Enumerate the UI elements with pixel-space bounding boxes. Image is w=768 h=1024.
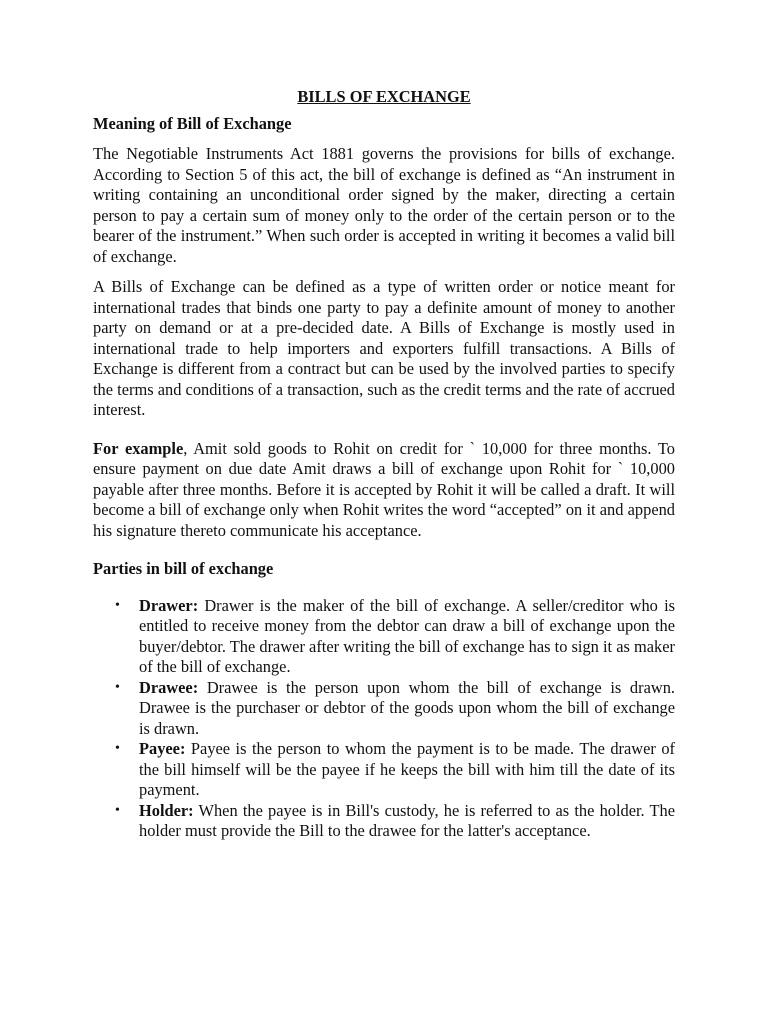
- bullet-icon: •: [115, 597, 120, 613]
- document-title: BILLS OF EXCHANGE: [297, 87, 471, 106]
- bullet-icon: •: [115, 802, 120, 818]
- list-item-payee: [115, 739, 675, 801]
- description-paragraph: A Bills of Exchange can be defined as a type of written order or notice meant for international trades that binds one party to pay a definite amount of money to another party on demand or at a pre-decided date. A Bills of Exchange is mostly used in international trade to help importers and exporters fulfill transactions. A Bills of Exchange is different from a contract but can be used by the involved parties to specify the terms and conditions of a transaction, such as the credit terms and the rate of accrued interest.: [93, 277, 675, 419]
- meaning-heading: Meaning of Bill of Exchange: [93, 113, 292, 133]
- document-page: [93, 87, 675, 842]
- example-lead: For example: [93, 438, 184, 458]
- party-description: Drawer is the maker of the bill of exchange. A seller/creditor who is entitled to receive money from the debtor can draw a bill of exchange upon the buyer/debtor. The drawer after writing the bill of exchange has to sign it as maker of the bill of exchange.: [139, 595, 675, 676]
- example-text: , Amit sold goods to Rohit on credit for ` 10,000 for three months. To ensure payment on due date Amit draws a bill of exchange upon Rohit for ` 10,000 payable after three months. Before it is accepted by Rohit it will be called a draft. It will become a bill of exchange only when Rohit writes the word “accepted” on it and append his signature thereto communicate his acceptance.: [93, 438, 675, 540]
- list-item-drawer: [115, 595, 675, 678]
- bullet-icon: •: [115, 679, 120, 695]
- example-paragraph: [93, 439, 675, 542]
- party-description: Payee is the person to whom the payment is to be made. The drawer of the bill himself will be the payee if he keeps the bill with him till the date of its payment.: [139, 739, 675, 799]
- list-item-holder: [115, 800, 675, 842]
- bullet-icon: •: [115, 741, 120, 756]
- list-item-drawee: [115, 677, 675, 740]
- parties-list: [93, 596, 675, 842]
- party-term: Drawee:: [139, 677, 199, 697]
- party-term: Payee:: [139, 739, 186, 758]
- parties-heading: Parties in bill of exchange: [93, 559, 274, 578]
- party-description: Drawee is the person upon whom the bill of exchange is drawn. Drawee is the purchaser or debtor of the goods upon whom the bill of exchange is drawn.: [139, 677, 675, 738]
- party-description: When the payee is in Bill's custody, he is referred to as the holder. The holder must provide the Bill to the drawee for the latter's acceptance.: [139, 800, 675, 840]
- party-term: Drawer:: [139, 595, 199, 615]
- definition-paragraph: The Negotiable Instruments Act 1881 governs the provisions for bills of exchange. According to Section 5 of this act, the bill of exchange is defined as “An instrument in writing containing an unconditional order signed by the maker, directing a certain person to pay a certain sum of money only to the order of the certain person or to the bearer of the instrument.” When such order is accepted in writing it becomes a valid bill of exchange.: [93, 144, 675, 266]
- party-term: Holder:: [139, 800, 194, 820]
